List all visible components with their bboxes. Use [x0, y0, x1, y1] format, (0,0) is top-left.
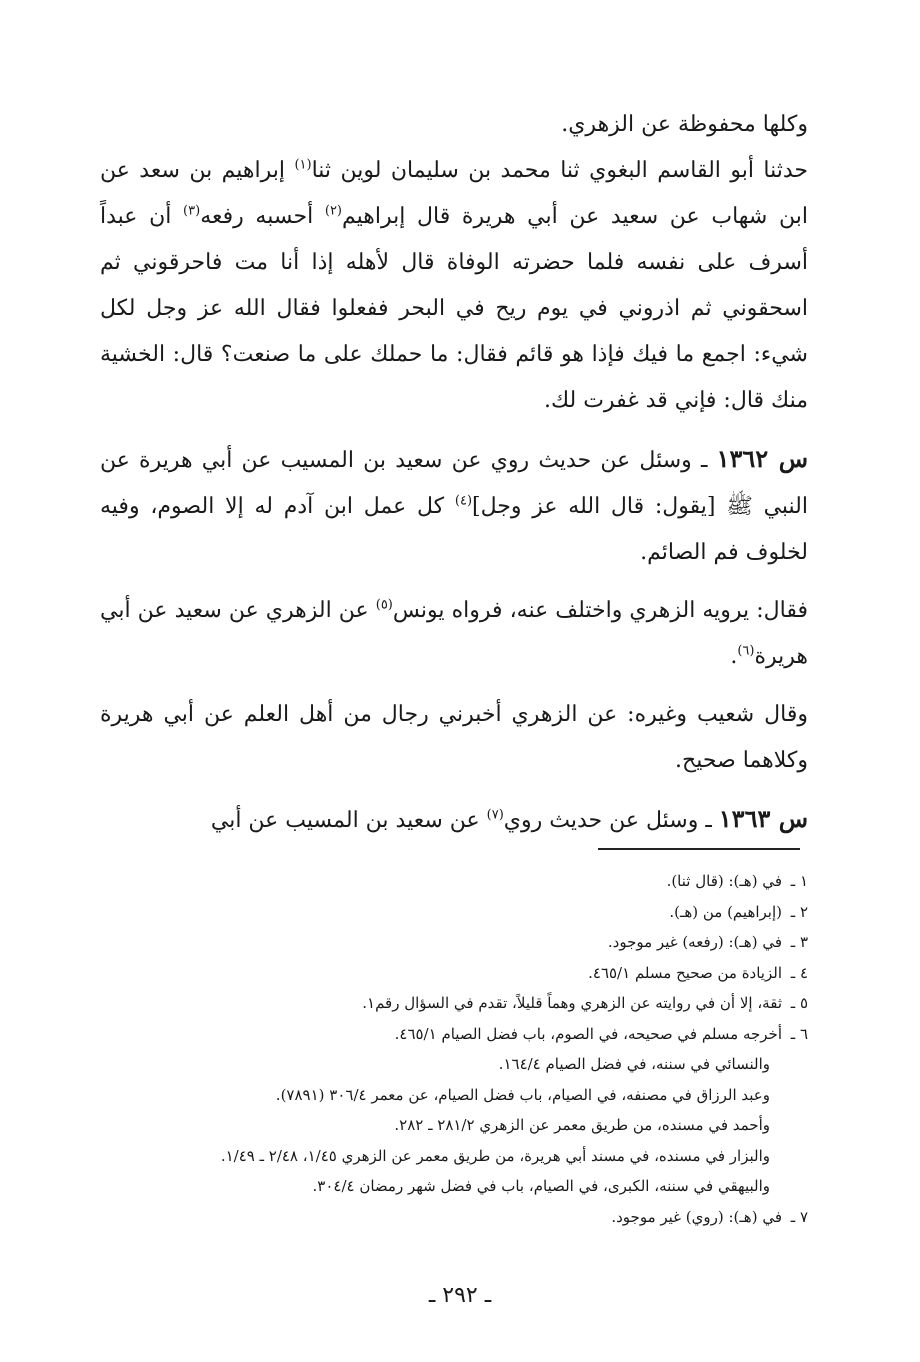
footnote-5: ٥ ـ ثقة، إلا أن في روايته عن الزهري وهماً قليلاً، تقدم في السؤال رقم١. — [362, 994, 808, 1012]
footnote-4: ٤ ـ الزيادة من صحيح مسلم ٤٦٥/١. — [588, 963, 808, 982]
footnote-6: ٦ ـ أخرجه مسلم في صحيحه، في الصوم، باب فضل الصيام ٤٦٥/١. — [394, 1024, 808, 1043]
footnote-divider — [598, 848, 800, 850]
question-number-1363: س ١٣٦٣ — [718, 804, 808, 833]
paragraph-answer: فقال: يرويه الزهري واختلف عنه، فرواه يونس$^{(٥)}$ عن الزهري عن سعيد عن أبي هريرة$^{(٦)}$. — [100, 597, 808, 669]
footnote-ref-7: (٧) — [486, 807, 504, 823]
paragraph-2: حدثنا أبو القاسم البغوي ثنا محمد بن سليمان لوين ثنا$^{(١)}$ إبراهيم بن سعد عن ابن شهاب عن سعيد عن أبي هريرة قال إبراهيم$^{(٢)}$ أحسبه رفعه$^{(٣)}$ أن عبداً أسرف على نفسه فلما حضرته الوفاة قال لأهله إذا أنا مت فاحرقوني ثم اسحقوني ثم اذروني في يوم ريح في البحر ففعلوا فقال الله عز وجل لكل شيء: اجمع ما فيك فإذا هو قائم فقال: ما حملك على ما صنعت؟ قال: الخشية منك قال: فإني قد غفرت لك. — [100, 157, 809, 413]
question-1363: س ١٣٦٣ ـ وسئل عن حديث روي$^{(٧)}$ عن سعيد بن المسيب عن أبي — [210, 804, 808, 833]
footnote-ref-3: (٣) — [183, 203, 201, 219]
footnote-2: ٢ ـ (إبراهيم) من (هـ). — [669, 902, 808, 921]
question-1362: س ١٣٦٢ ـ وسئل عن حديث روي عن سعيد بن المسيب عن أبي هريرة عن النبي ﷺ [يقول: قال الله عز وجل]$^{(٤)}$ كل عمل ابن آدم له إلا الصوم، وفيه لخلوف فم الصائم. — [100, 444, 808, 565]
footnote-ref-2: (٢) — [324, 203, 342, 219]
footnote-ref-6: (٦) — [737, 643, 755, 659]
paragraph-1: وكلها محفوظة عن الزهري. — [561, 112, 808, 137]
footnote-6-continued: وعبد الرزاق في مصنفه، في الصيام، باب فضل الصيام، عن معمر ٣٠٦/٤ (٧٨٩١). — [275, 1085, 770, 1104]
footnote-6-continued: والبيهقي في سننه، الكبرى، في الصيام، باب في فضل شهر رمضان ٣٠٤/٤. — [312, 1177, 770, 1195]
main-text — [100, 102, 808, 844]
question-number-1362: س ١٣٦٢ — [716, 444, 808, 473]
footnote-6-continued: وأحمد في مسنده، من طريق معمر عن الزهري ٢٨١/٢ ـ ٢٨٢. — [394, 1116, 770, 1134]
footnote-7: ٧ ـ في (هـ): (روي) غير موجود. — [611, 1207, 808, 1226]
paragraph-5: وقال شعيب وغيره: عن الزهري أخبرني رجال من أهل العلم عن أبي هريرة وكلاهما صحيح. — [100, 702, 808, 773]
footnote-ref-1: (١) — [294, 157, 312, 173]
footnotes — [100, 866, 808, 1232]
footnote-6-continued: والنسائي في سننه، في فضل الصيام ١٦٤/٤. — [498, 1055, 770, 1073]
footnote-ref-5: (٥) — [375, 597, 393, 613]
footnote-ref-4: (٤) — [454, 493, 473, 509]
page-number: ـ ٢٩٢ ـ — [428, 1283, 492, 1308]
footnote-3: ٣ ـ في (هـ): (رفعه) غير موجود. — [607, 933, 808, 951]
footnote-1: ١ ـ في (هـ): (قال ثنا). — [666, 872, 808, 890]
footnote-6-continued: والبزار في مسنده، في مسند أبي هريرة، من طريق معمر عن الزهري ١/٤٥، ٢/٤٨ ـ ١/٤٩. — [220, 1146, 770, 1165]
